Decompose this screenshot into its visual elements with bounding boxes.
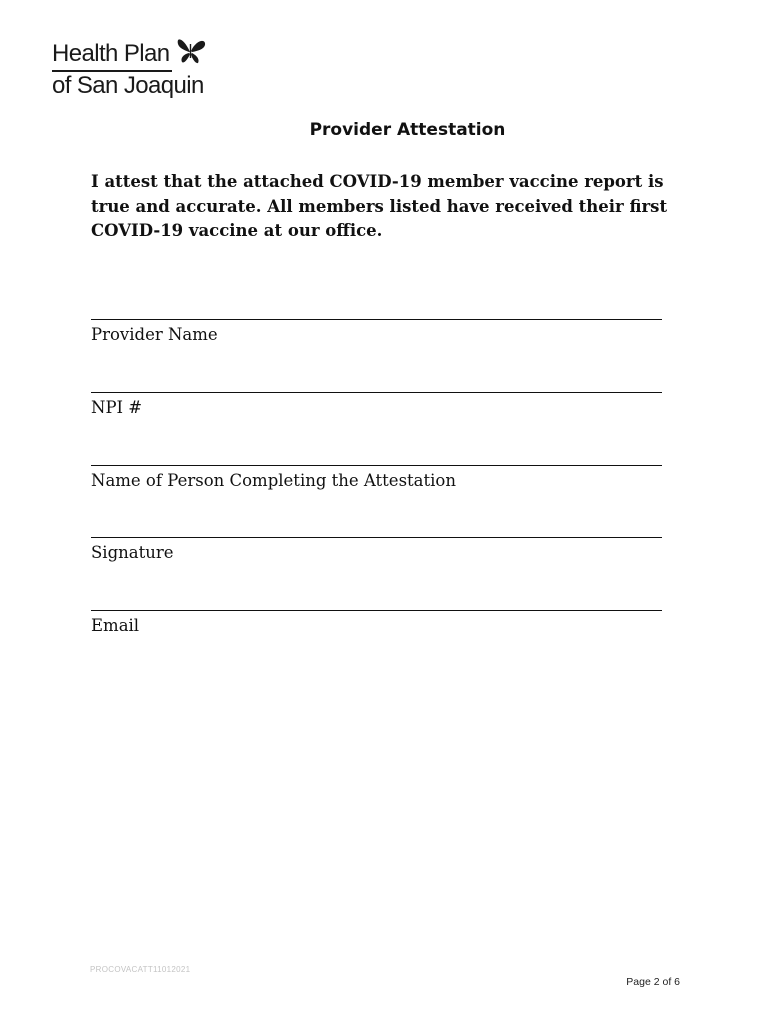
signature-label: Signature	[91, 543, 174, 562]
completer-name-label: Name of Person Completing the Attestation	[91, 471, 456, 490]
signature-field[interactable]	[91, 537, 662, 564]
npi-label: NPI #	[91, 398, 143, 417]
npi-field[interactable]	[91, 392, 662, 419]
logo-line-2: of San Joaquin	[52, 72, 204, 99]
document-title: Provider Attestation	[309, 120, 506, 140]
form-code: PROCOVACATT11012021	[90, 965, 191, 974]
completer-name-line[interactable]	[91, 465, 662, 466]
butterfly-icon	[174, 36, 208, 66]
email-label: Email	[91, 616, 140, 635]
provider-name-label: Provider Name	[91, 325, 218, 344]
completer-name-field[interactable]	[91, 465, 662, 492]
provider-name-line[interactable]	[91, 319, 662, 320]
signature-line[interactable]	[91, 537, 662, 538]
provider-name-field[interactable]	[91, 319, 662, 346]
page-number: Page 2 of 6	[626, 976, 680, 988]
npi-line[interactable]	[91, 392, 662, 393]
email-field[interactable]	[91, 610, 662, 637]
attestation-statement: I attest that the attached COVID-19 member vaccine report is true and accurate. All members listed have received their first COVID-19 vaccine at our office.	[91, 172, 668, 240]
logo-line-1: Health Plan	[52, 40, 170, 67]
email-line[interactable]	[91, 610, 662, 611]
health-plan-logo	[52, 36, 222, 100]
